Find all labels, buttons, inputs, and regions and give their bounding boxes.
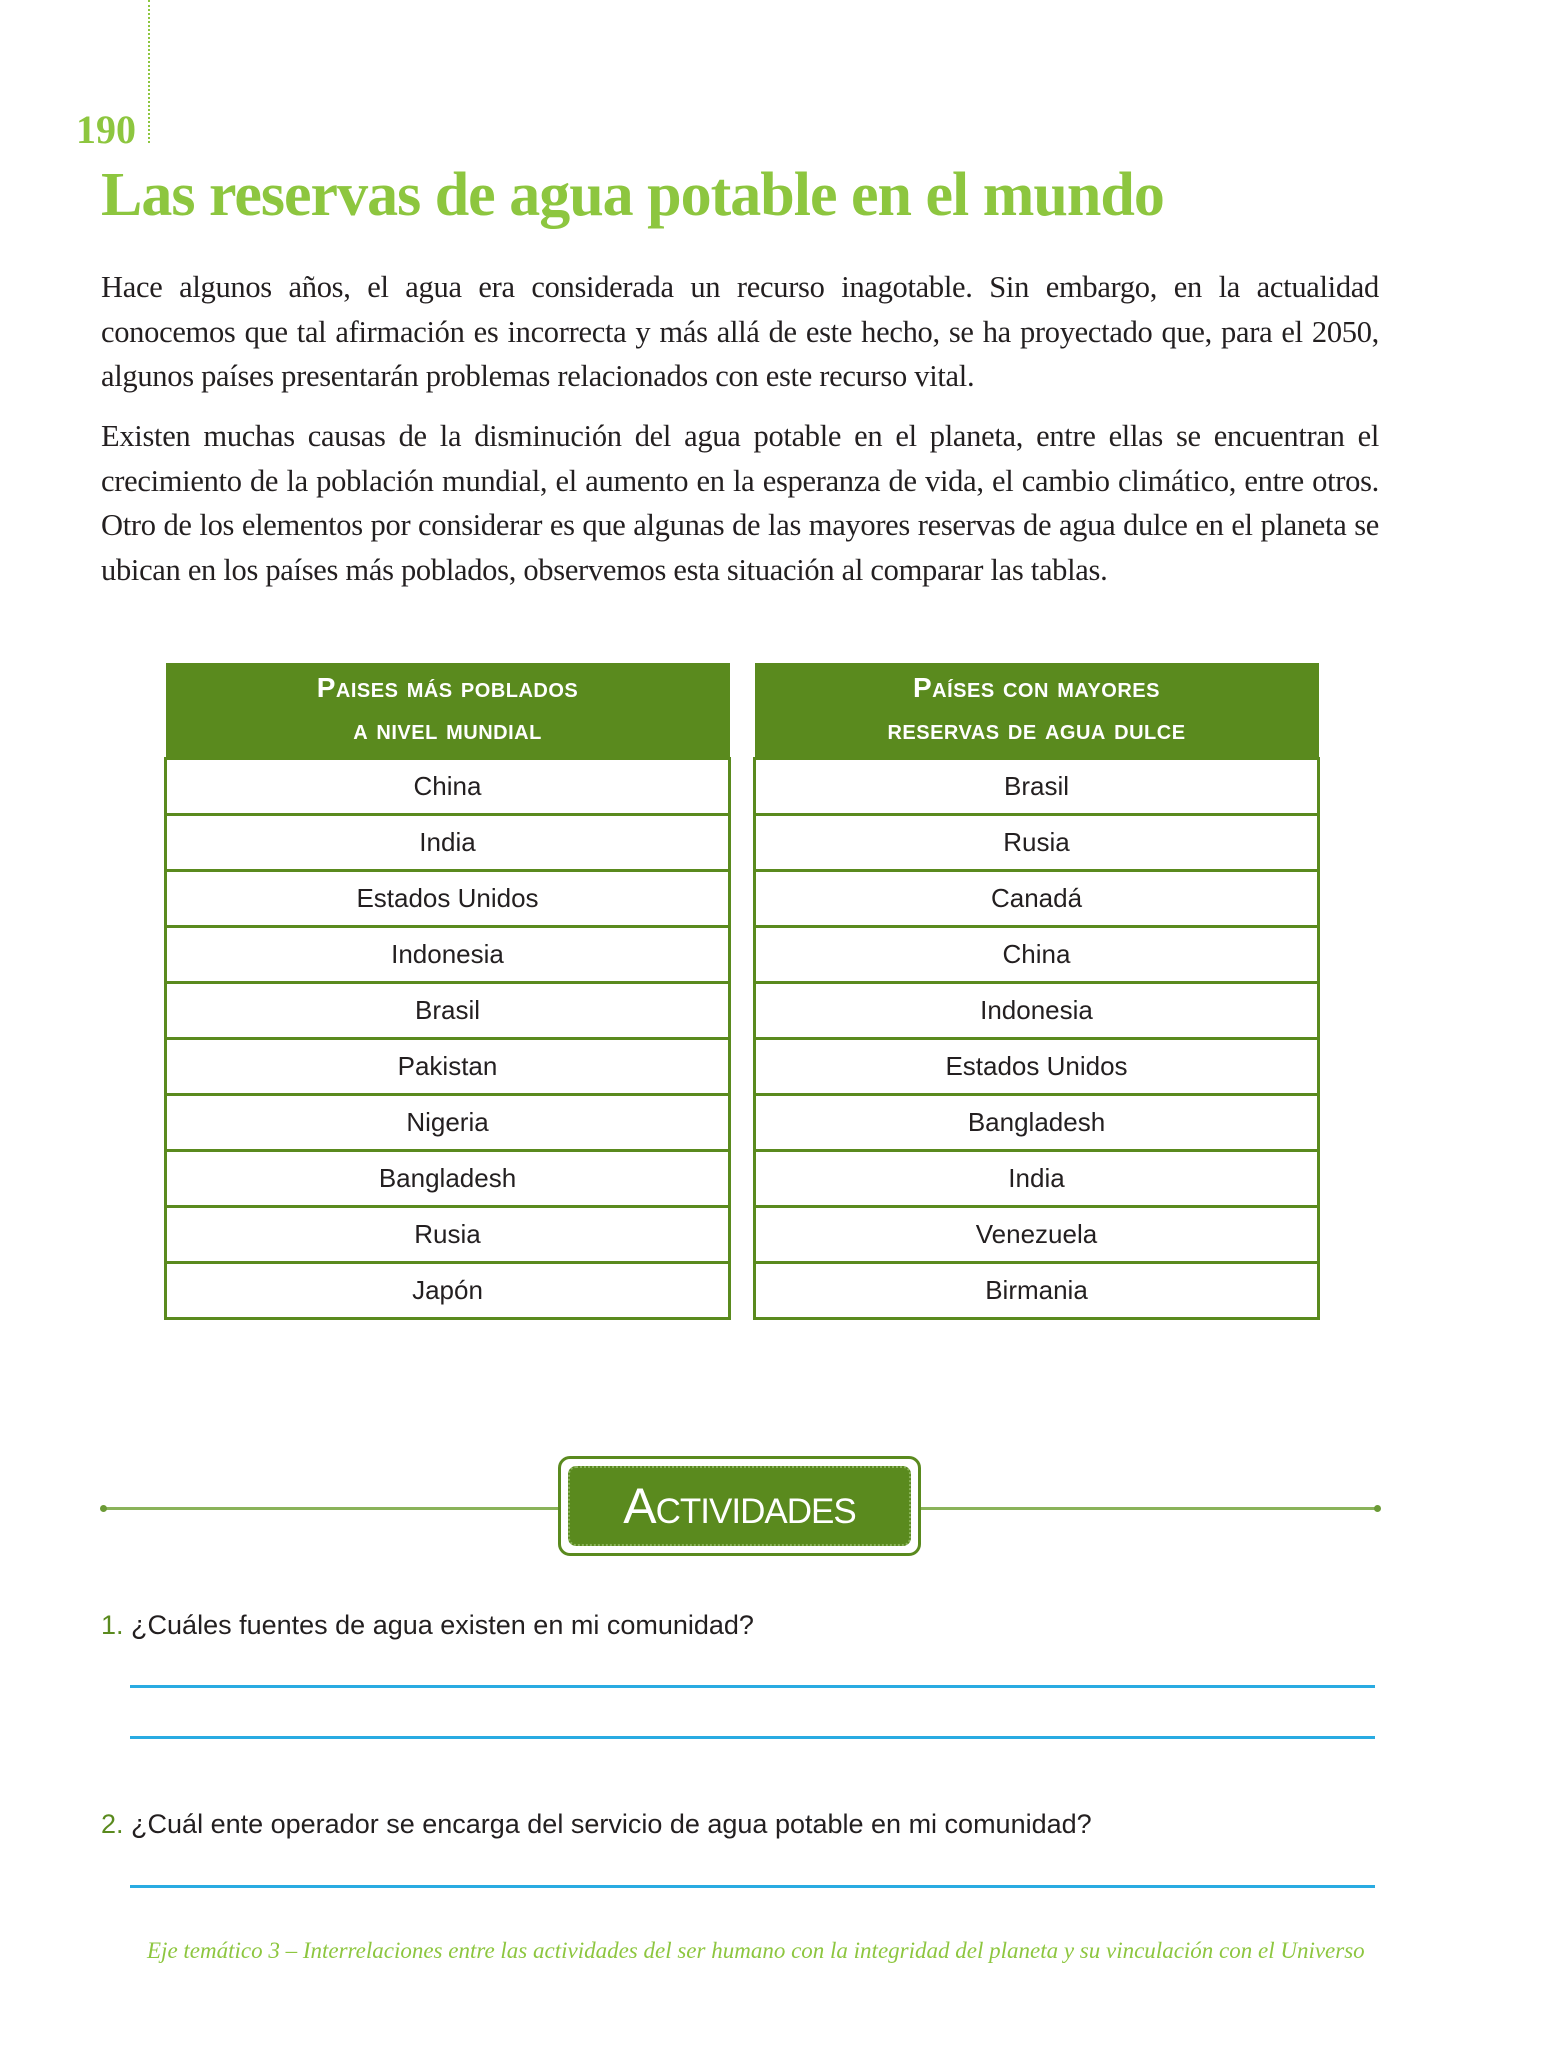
answer-line[interactable] <box>130 1885 1375 1888</box>
question-2: 2. ¿Cuál ente operador se encarga del servicio de agua potable en mi comunidad? <box>101 1809 1092 1839</box>
table-cell: Nigeria <box>166 1095 730 1151</box>
table-row <box>166 927 730 983</box>
table-row <box>166 983 730 1039</box>
table-freshwater-reserves <box>753 663 1320 1320</box>
table-cell: Estados Unidos <box>755 1039 1319 1095</box>
table-cell: Indonesia <box>166 927 730 983</box>
table-row <box>755 1151 1319 1207</box>
table-cell: Brasil <box>166 983 730 1039</box>
table-row <box>755 1263 1319 1319</box>
table-row <box>166 815 730 871</box>
table-cell: Brasil <box>755 759 1319 815</box>
table-row <box>166 1151 730 1207</box>
table-cell: Indonesia <box>755 983 1319 1039</box>
paragraph-2: Existen muchas causas de la disminución del agua potable en el planeta, entre ellas se encuentran el crecimiento de la población mundial, el aumento en la esperanza de vida, el cambio climático, entre otros. Otro de los elementos por considerar es que algunas de las mayores reservas de agua dulce en el planeta se ubican en los países más poblados, observemos esta situación al comparar las tablas. <box>101 419 1379 587</box>
table-most-populated <box>164 663 731 1320</box>
page-title: Las reservas de agua potable en el mundo <box>101 161 1164 229</box>
table-row <box>755 815 1319 871</box>
paragraph-1: Hace algunos años, el agua era considerada un recurso inagotable. Sin embargo, en la actualidad conocemos que tal afirmación es incorrecta y más allá de este hecho, se ha proyectado que, para el 2050, algunos países presentarán problemas relacionados con este recurso vital. <box>101 270 1379 393</box>
page-number: 190 <box>76 107 136 152</box>
table-row <box>755 927 1319 983</box>
answer-line[interactable] <box>130 1685 1375 1688</box>
question-1: 1. ¿Cuáles fuentes de agua existen en mi comunidad? <box>101 1610 754 1640</box>
table-row <box>166 1207 730 1263</box>
table-row <box>755 1095 1319 1151</box>
table-cell: Bangladesh <box>755 1095 1319 1151</box>
table-cell: Rusia <box>755 815 1319 871</box>
table-header: Paises más poblados a nivel mundial <box>166 663 730 759</box>
table-cell: Venezuela <box>755 1207 1319 1263</box>
table-row <box>166 1263 730 1319</box>
table-row <box>166 759 730 815</box>
table-cell: India <box>755 1151 1319 1207</box>
table-cell: Estados Unidos <box>166 871 730 927</box>
activities-banner <box>558 1456 921 1556</box>
table-row <box>166 871 730 927</box>
table-row <box>166 1095 730 1151</box>
table-row <box>755 871 1319 927</box>
margin-dotted-line <box>148 0 150 143</box>
table-row <box>755 1039 1319 1095</box>
answer-line[interactable] <box>130 1736 1375 1739</box>
table-row <box>166 1039 730 1095</box>
table-cell: India <box>166 815 730 871</box>
table-cell: Japón <box>166 1263 730 1319</box>
table-row <box>755 1207 1319 1263</box>
table-row <box>755 759 1319 815</box>
table-cell: Bangladesh <box>166 1151 730 1207</box>
table-row <box>755 983 1319 1039</box>
table-cell: China <box>755 927 1319 983</box>
table-cell: Rusia <box>166 1207 730 1263</box>
table-cell: Pakistan <box>166 1039 730 1095</box>
table-header: Países con mayores reservas de agua dulce <box>755 663 1319 759</box>
footer-text: Eje temático 3 – Interrelaciones entre las actividades del ser humano con la integridad del planeta y su vinculación con el Universo <box>147 1938 1365 1963</box>
table-cell: Canadá <box>755 871 1319 927</box>
table-cell: China <box>166 759 730 815</box>
activities-label: Actividades <box>568 1466 911 1546</box>
table-cell: Birmania <box>755 1263 1319 1319</box>
